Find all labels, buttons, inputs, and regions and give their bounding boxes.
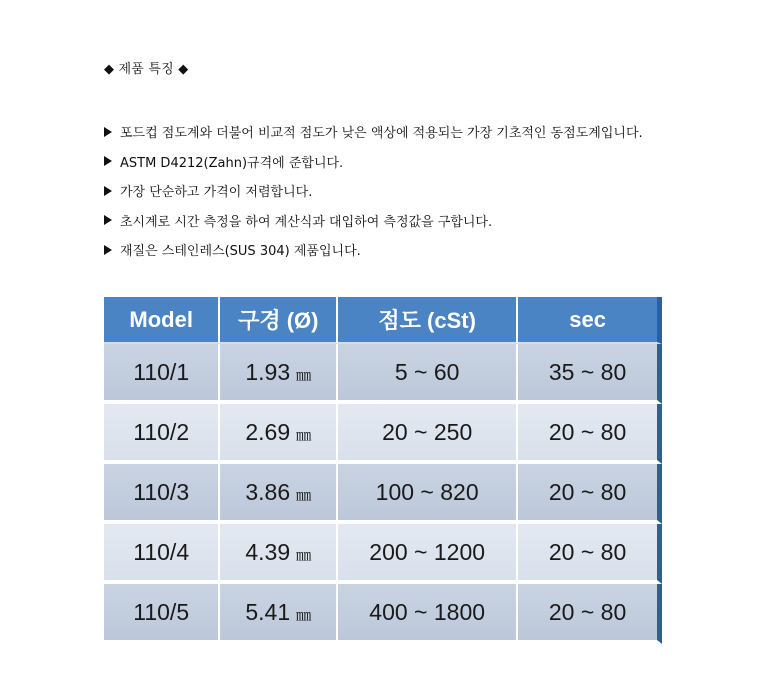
diameter-unit: ㎜ <box>296 366 312 384</box>
cell-diameter <box>220 404 338 464</box>
diameter-value: 1.93 <box>245 358 291 385</box>
header-diameter: 구경 (Ø) <box>220 297 338 344</box>
triangle-bullet-icon <box>104 215 112 225</box>
feature-item <box>104 206 643 236</box>
cell-model: 110/4 <box>104 524 220 584</box>
cell-viscosity: 5 ~ 60 <box>338 344 518 404</box>
cell-viscosity: 400 ~ 1800 <box>338 584 518 644</box>
section-heading <box>104 58 188 77</box>
diameter-value: 5.41 <box>245 598 291 625</box>
feature-text: 가장 단순하고 가격이 저렴합니다. <box>120 185 313 201</box>
diamond-marker-left: ◆ <box>104 62 115 77</box>
cell-sec: 20 ~ 80 <box>518 404 662 464</box>
section-title: 제품 특징 <box>118 62 174 77</box>
feature-item <box>104 147 643 177</box>
cell-viscosity: 200 ~ 1200 <box>338 524 518 584</box>
table-row <box>104 524 662 584</box>
table-row <box>104 584 662 644</box>
table-row <box>104 344 662 404</box>
feature-item <box>104 117 643 147</box>
feature-text: 재질은 스테인레스(SUS 304) 제품입니다. <box>120 244 361 260</box>
triangle-bullet-icon <box>104 245 112 255</box>
header-model: Model <box>104 297 220 344</box>
diameter-unit: ㎜ <box>296 606 312 624</box>
cell-sec: 20 ~ 80 <box>518 524 662 584</box>
cell-diameter <box>220 524 338 584</box>
header-sec: sec <box>518 297 662 344</box>
diamond-marker-right: ◆ <box>178 62 189 77</box>
diameter-value: 3.86 <box>245 478 291 505</box>
triangle-bullet-icon <box>104 127 112 137</box>
cell-diameter <box>220 464 338 524</box>
cell-viscosity: 20 ~ 250 <box>338 404 518 464</box>
feature-item <box>104 235 643 265</box>
diameter-value: 4.39 <box>245 538 291 565</box>
cell-viscosity: 100 ~ 820 <box>338 464 518 524</box>
triangle-bullet-icon <box>104 156 112 166</box>
feature-text: ASTM D4212(Zahn)규격에 준합니다. <box>120 155 344 171</box>
cell-model: 110/5 <box>104 584 220 644</box>
table-row <box>104 464 662 524</box>
diameter-unit: ㎜ <box>296 546 312 564</box>
feature-text: 포드컵 점도계와 더불어 비교적 점도가 낮은 액상에 적용되는 가장 기초적인 동점도계입니다. <box>120 126 643 142</box>
cell-sec: 20 ~ 80 <box>518 584 662 644</box>
cell-diameter <box>220 344 338 404</box>
cell-diameter <box>220 584 338 644</box>
feature-item <box>104 176 643 206</box>
header-viscosity: 점도 (cSt) <box>338 297 518 344</box>
feature-list <box>104 117 643 265</box>
diameter-unit: ㎜ <box>296 486 312 504</box>
cell-sec: 35 ~ 80 <box>518 344 662 404</box>
cell-model: 110/2 <box>104 404 220 464</box>
table-header-row <box>104 297 662 344</box>
feature-text: 초시계로 시간 측정을 하여 계산식과 대입하여 측정값을 구합니다. <box>120 214 493 230</box>
cell-model: 110/1 <box>104 344 220 404</box>
cell-model: 110/3 <box>104 464 220 524</box>
cell-sec: 20 ~ 80 <box>518 464 662 524</box>
diameter-unit: ㎜ <box>296 426 312 444</box>
spec-table <box>104 297 662 644</box>
triangle-bullet-icon <box>104 186 112 196</box>
table-row <box>104 404 662 464</box>
diameter-value: 2.69 <box>245 418 291 445</box>
